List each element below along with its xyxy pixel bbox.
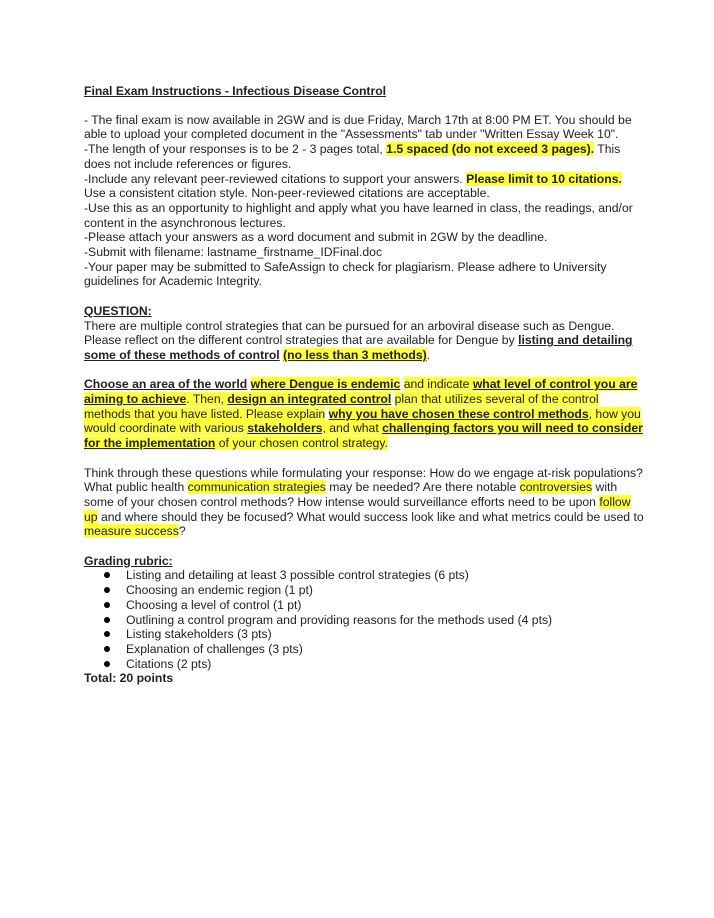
rubric-total: Total: 20 points [84,671,174,686]
question-paragraph-1 [84,319,644,363]
q3-controversies: controversies [519,480,593,495]
instruction-filename: -Submit with filename: lastname_firstname_IDFinal.doc [84,245,383,260]
bullet-icon [104,572,110,578]
rubric-item [104,613,644,628]
instruction-attach: -Please attach your answers as a word document and submit in 2GW by the deadline. [84,230,548,245]
q3-surveillance: with some of your chosen control methods? How intense would surveillance efforts need to be upon [84,480,618,509]
bullet-icon [104,617,110,623]
highlight-citation-limit: Please limit to 10 citations. [466,171,622,186]
rubric-item [104,568,644,583]
rubric-item [104,598,644,613]
question-section [84,304,644,539]
q2-then: . Then, [186,392,224,407]
instruction-length-text: -The length of your responses is to be 2 - 3 pages total, [84,142,383,157]
q3-measure-success: measure success [84,524,179,539]
rubric-heading: Grading rubric: [84,553,173,568]
instruction-length [84,142,644,171]
q2-why-chosen: why you have chosen these control methods [328,406,589,421]
q2-ending: of your chosen control strategy. [218,436,388,451]
q3-follow-up: follow up [84,494,631,524]
rubric-item-text: Outlining a control program and providing reasons for the methods used (4 pts) [126,612,553,627]
instructions-section [84,113,644,289]
q2-challenging-factors: challenging factors you will need to consider for the implementation [84,421,643,451]
question-heading: QUESTION: [84,303,152,318]
bullet-icon [104,646,110,652]
q2-and-indicate: and indicate [403,377,470,392]
rubric-item [104,642,644,657]
highlight-spacing: 1.5 spaced (do not exceed 3 pages). [386,142,595,157]
q2-and-what: , and what [322,421,379,436]
q2-design-integrated: design an integrated control [227,392,392,407]
q3-question-mark: ? [178,524,186,539]
q2-stakeholders: stakeholders [247,421,323,436]
q2-plan-text: plan that utilizes several of the control methods that you have listed. Please explain [84,392,599,421]
bullet-icon [104,631,110,637]
question-paragraph-3 [84,466,644,540]
instruction-length-note: This does not include references or figures. [84,142,621,171]
q1-text: There are multiple control strategies that can be pursued for an arboviral disease such as Dengue. Please reflect on the different control strategies that are available for Dengue by [84,318,615,348]
document-title: Final Exam Instructions - Infectious Disease Control [84,84,387,98]
rubric-item-text: Choosing an endemic region (1 pt) [126,583,313,598]
instruction-citations-note: Use a consistent citation style. Non-peer-reviewed citations are acceptable. [84,186,490,201]
rubric-list [84,568,644,671]
q2-coordinate: , how you would coordinate with various [84,406,641,436]
instruction-plagiarism: -Your paper may be submitted to SafeAssign to check for plagiarism. Please adhere to University guidelines for Academic Integrity. [84,259,607,289]
rubric-item-text: Explanation of challenges (3 pts) [126,641,303,656]
q1-listing-detailing: listing and detailing some of these methods of control [84,333,633,362]
rubric-item [104,657,644,672]
instruction-citations [84,172,644,201]
bullet-icon [104,661,110,667]
q1-no-less-than-3: (no less than 3 methods) [283,347,427,362]
rubric-item [104,627,644,642]
q1-period: . [426,347,431,362]
q2-level-of-control: what level of control you are aiming to achieve [84,377,638,407]
q3-needed: may be needed? Are there notable [329,480,517,495]
q3-communication-strategies: communication strategies [187,480,326,495]
q2-choose-area: Choose an area of the world [84,377,248,392]
q3-think: Think through these questions while formulating your response: How do we engage at-risk populations? What public health [84,465,643,495]
rubric-item-text: Listing stakeholders (3 pts) [126,627,272,642]
q2-where-endemic: where Dengue is endemic [250,377,401,392]
instruction-due-date: - The final exam is now available in 2GW and is due Friday, March 17th at 8:00 PM ET. You should be able to upload your completed document in the "Assessments" tab under "Written Essay Week 10". [84,112,632,142]
document-body [84,84,644,686]
rubric-item-text: Choosing a level of control (1 pt) [126,597,302,612]
rubric-item-text: Listing and detailing at least 3 possible control strategies (6 pts) [126,568,469,583]
instruction-apply: -Use this as an opportunity to highlight and apply what you have learned in class, the readings, and/or content in the asynchronous lectures. [84,200,633,230]
question-paragraph-2 [84,377,644,451]
q3-success: and where should they be focused? What would success look like and what metrics could be used to [100,509,644,524]
rubric-item-text: Citations (2 pts) [126,656,212,671]
bullet-icon [104,602,110,608]
rubric-section [84,554,644,686]
rubric-item [104,583,644,598]
instruction-citations-text: -Include any relevant peer-reviewed citations to support your answers. [84,171,463,186]
bullet-icon [104,587,110,593]
